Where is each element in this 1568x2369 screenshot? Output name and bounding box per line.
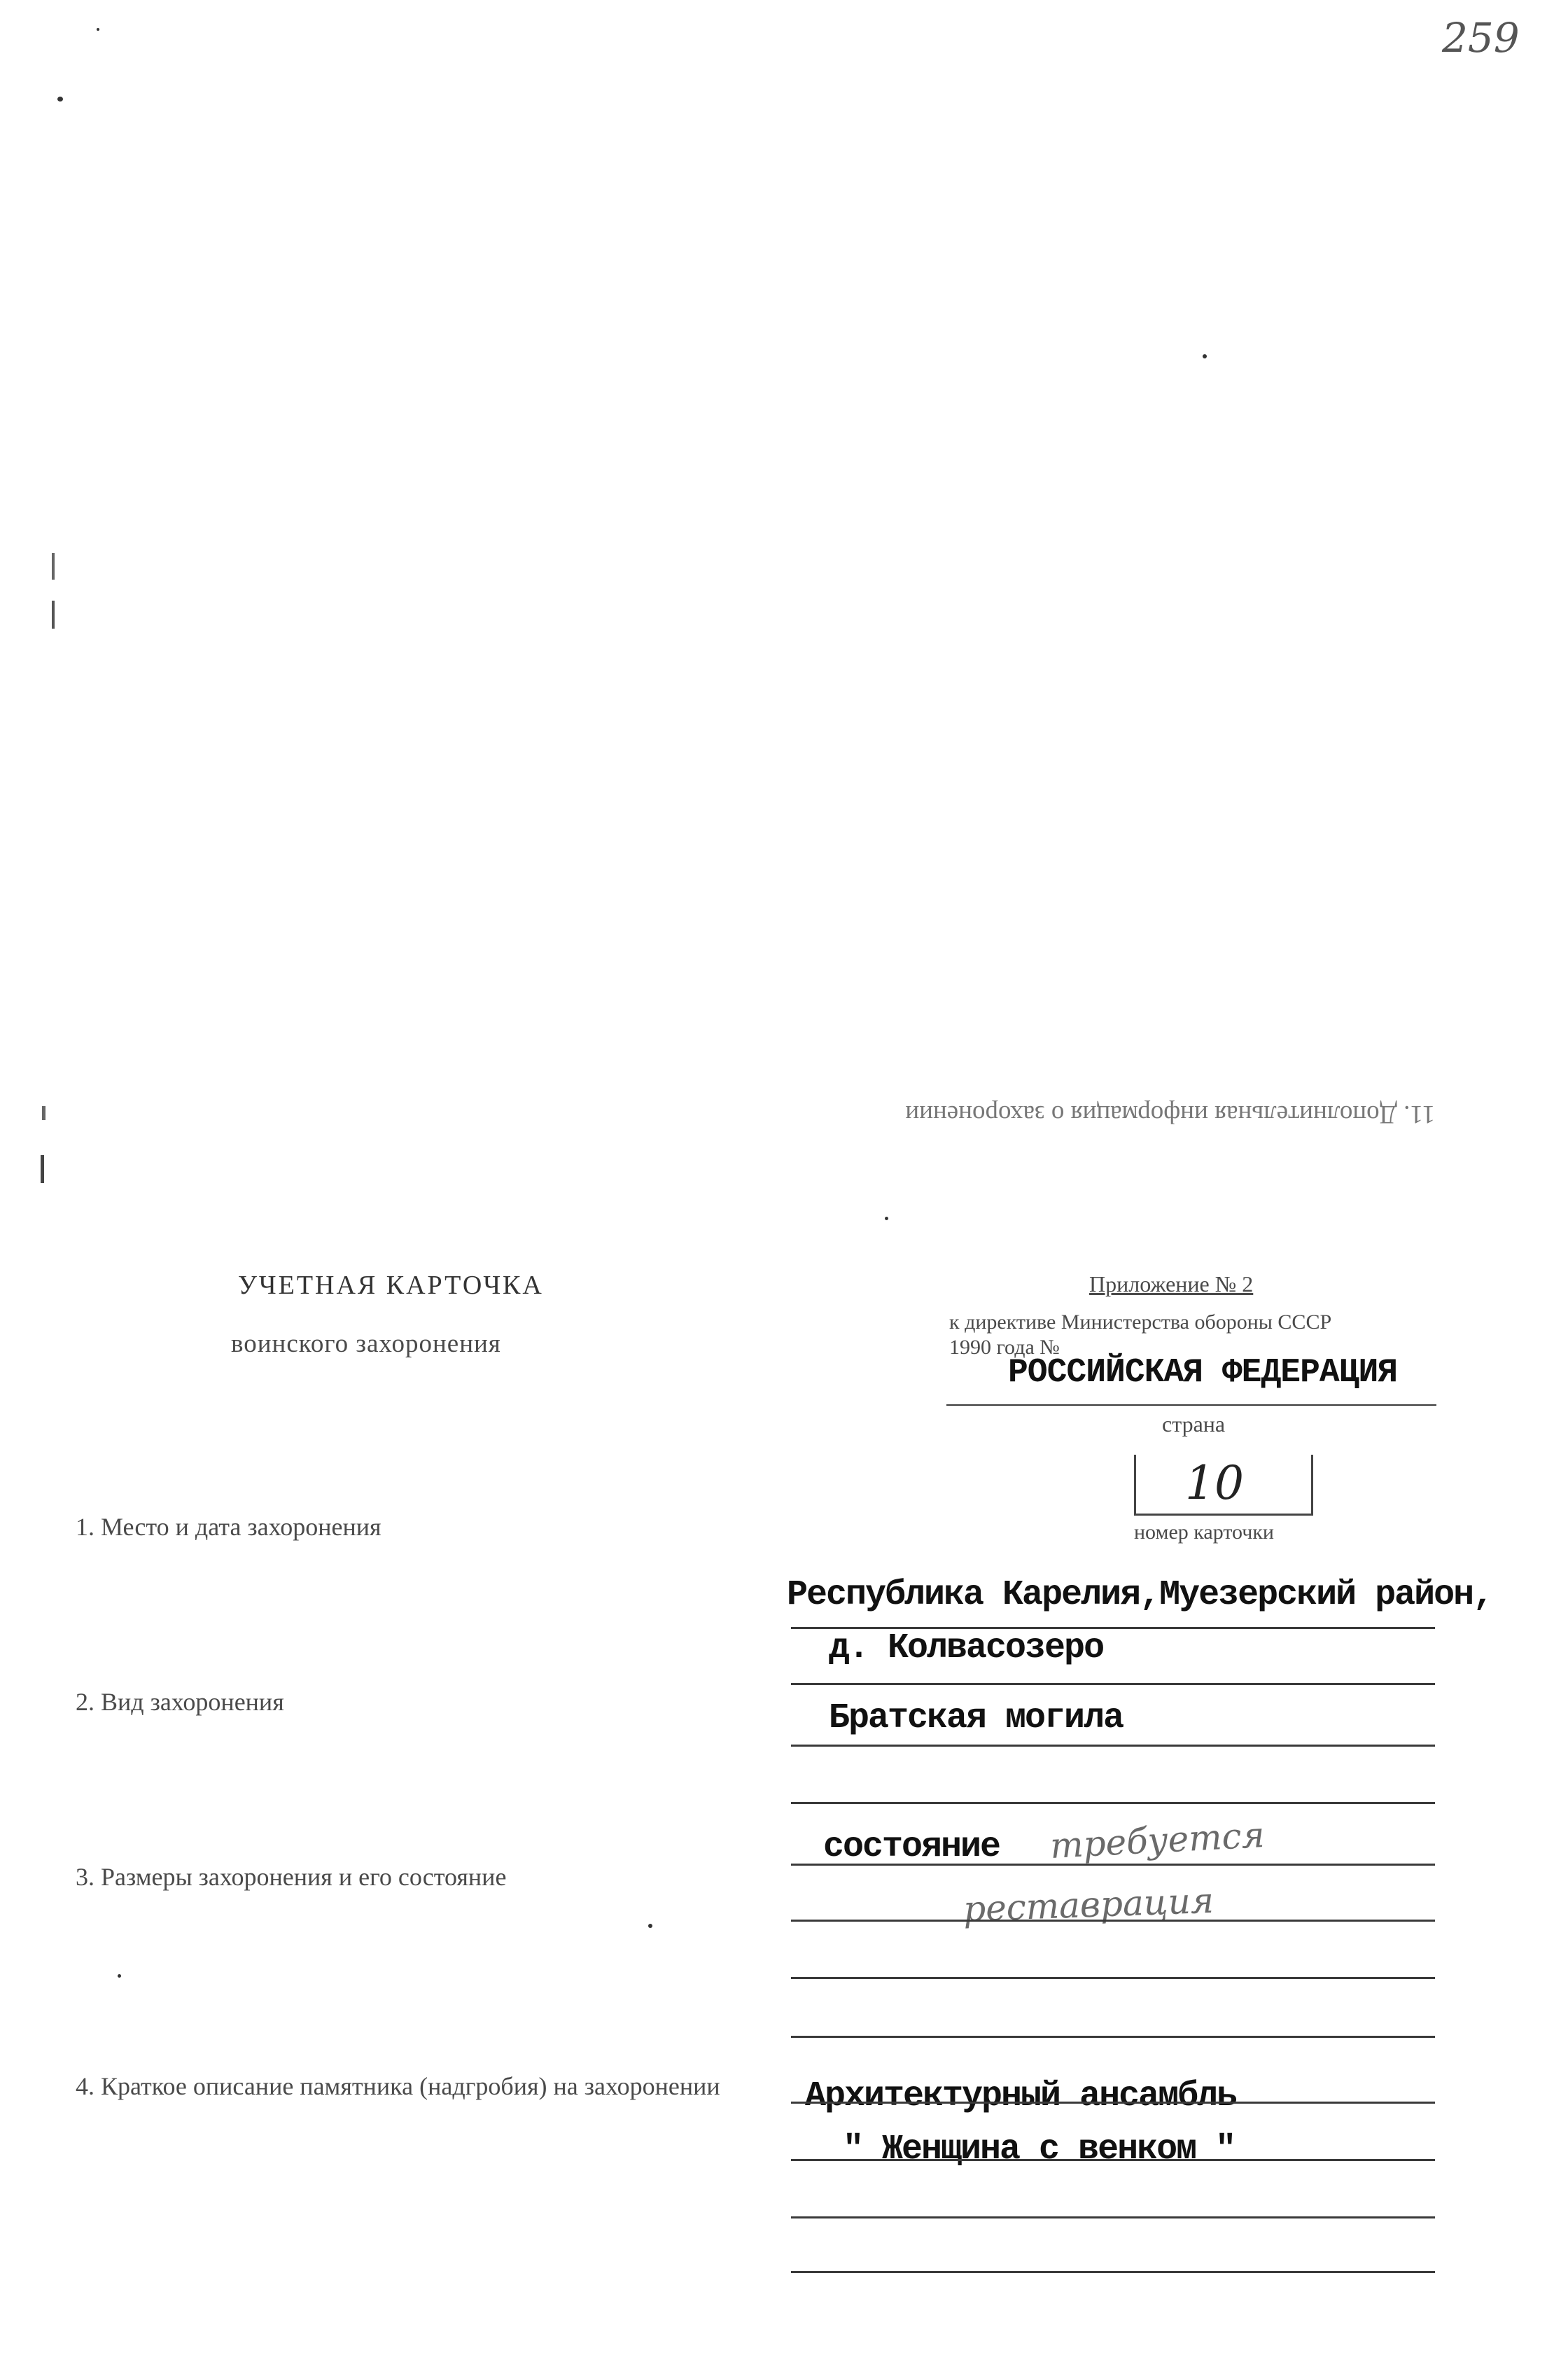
card-number-label: номер карточки [1134, 1521, 1274, 1544]
field-3-rule-1 [791, 1864, 1435, 1866]
field-4-rule-3 [791, 2216, 1435, 2218]
field-3-rule-3 [791, 1977, 1435, 1979]
field-2-label: 2. Вид захоронения [76, 1688, 284, 1716]
scan-speck [57, 97, 63, 102]
field-3-rule-2 [791, 1920, 1435, 1922]
scan-speck [648, 1924, 652, 1928]
scan-edge-mark [52, 601, 55, 629]
archive-page-number: 259 [1442, 14, 1520, 62]
scan-edge-mark [41, 1155, 44, 1183]
field-4-rule-1 [791, 2102, 1435, 2104]
card-title: УЧЕТНАЯ КАРТОЧКА [238, 1271, 544, 1300]
field-2-rule-2 [791, 1802, 1435, 1804]
card-number-box [1134, 1455, 1313, 1516]
scan-speck [118, 1974, 121, 1978]
field-1-rule-2 [791, 1683, 1435, 1685]
appendix-line-2: 1990 года № [949, 1336, 1060, 1359]
field-2-rule-1 [791, 1745, 1435, 1747]
field-3-label: 3. Размеры захоронения и его состояние [76, 1863, 507, 1891]
field-2-line-1: Братская могила [829, 1698, 1124, 1738]
field-4-rule-2 [791, 2159, 1435, 2161]
country-value: РОССИЙСКАЯ ФЕДЕРАЦИЯ [1008, 1354, 1398, 1392]
field-4-line-1: Архитектурный ансамбль [805, 2076, 1237, 2116]
scan-speck [97, 28, 99, 31]
field-1-label: 1. Место и дата захоронения [76, 1513, 382, 1541]
field-1-line-2: д. Колвасозеро [829, 1628, 1104, 1668]
scan-speck [1203, 354, 1207, 358]
appendix-line-1: к директиве Министерства обороны СССР [949, 1311, 1332, 1334]
field-4-line-2: " Женщина с венком " [843, 2130, 1236, 2169]
field-4-rule-4 [791, 2271, 1435, 2273]
scan-edge-mark [52, 553, 55, 580]
card-subtitle: воинского захоронения [231, 1329, 501, 1358]
scan-speck [885, 1217, 888, 1220]
field-4-label: 4. Краткое описание памятника (надгробия) на захоронении [76, 2072, 720, 2100]
scan-edge-mark [42, 1106, 46, 1120]
field-3-typed: состояние [823, 1827, 1000, 1867]
country-label: страна [1162, 1411, 1226, 1437]
field-1-line-1: Республика Карелия,Муезерский район, [787, 1575, 1493, 1615]
field-3-handwritten-1: требуется [1049, 1815, 1266, 1866]
card-number-value: 10 [1185, 1456, 1244, 1510]
country-underline [946, 1404, 1436, 1406]
field-3-rule-4 [791, 2036, 1435, 2038]
reverse-side-text: 11. Дополнительная информация о захоронении [905, 1100, 1435, 1128]
field-3-handwritten-2: реставрация [962, 1880, 1214, 1930]
appendix-title: Приложение № 2 [1089, 1271, 1254, 1297]
